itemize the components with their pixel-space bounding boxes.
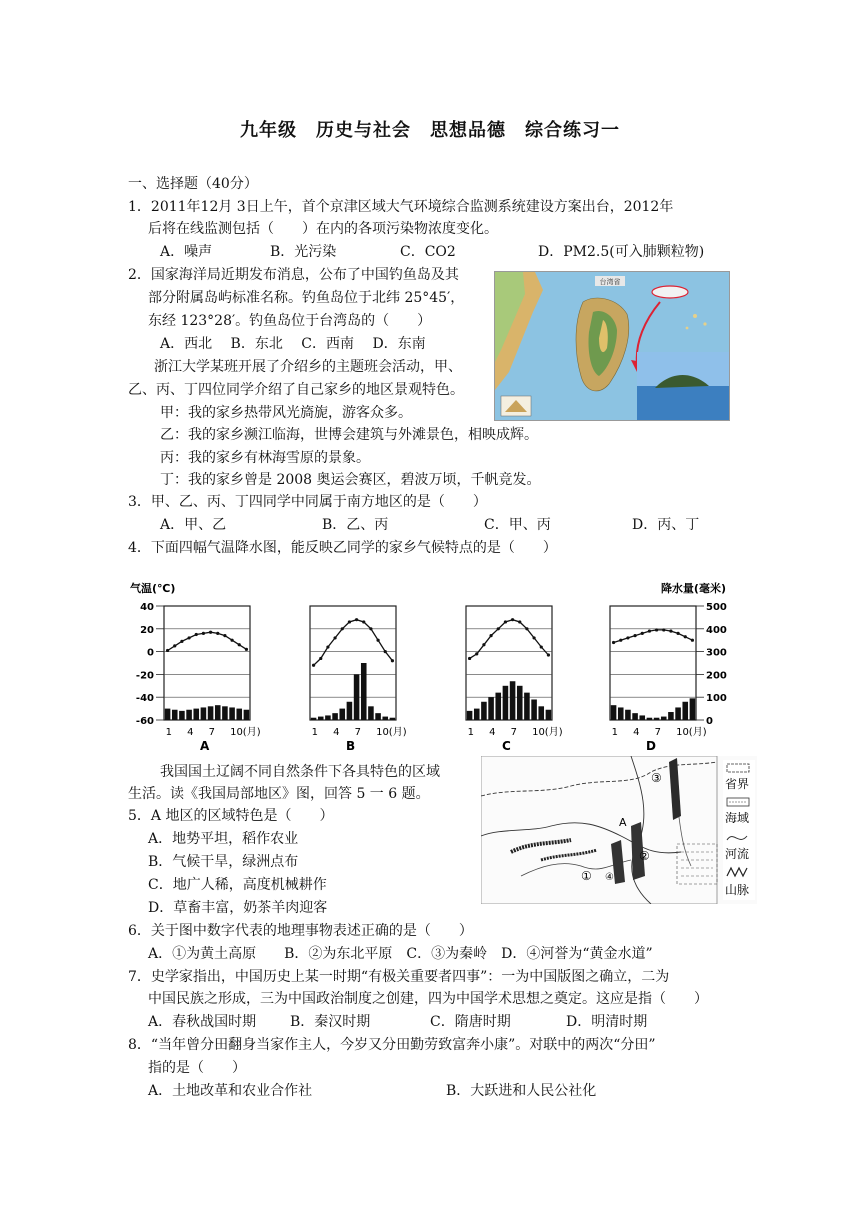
precip-bar <box>503 686 509 720</box>
precip-bar <box>467 711 473 720</box>
temperature-point <box>669 629 672 632</box>
q8-line2: 指的是（ ） <box>148 1060 246 1076</box>
q7-option-b: B．秦汉时期 <box>290 1014 371 1030</box>
precip-bar <box>222 706 228 720</box>
precip-bar <box>647 718 653 720</box>
temperature-point <box>384 650 387 653</box>
map-label-2: ② <box>639 849 650 863</box>
temperature-point <box>348 620 351 623</box>
precip-bar <box>186 710 192 720</box>
precip-bar <box>682 702 688 720</box>
month-tick-label: 7 <box>354 727 361 738</box>
month-tick-label: 4 <box>187 727 194 738</box>
precip-bar <box>375 713 381 720</box>
temperature-point <box>319 657 322 660</box>
q3-option-c: C．甲、丙 <box>484 517 551 533</box>
precip-bar <box>488 697 494 720</box>
temperature-point <box>612 641 615 644</box>
temperature-point <box>468 657 471 660</box>
month-tick-label: 10(月) <box>676 727 707 738</box>
temperature-point <box>369 627 372 630</box>
temperature-point <box>504 620 507 623</box>
q1-option-a: A．噪声 <box>160 244 213 260</box>
precip-bar <box>172 710 178 720</box>
month-tick-label: 1 <box>611 727 618 738</box>
temp-tick-label: 40 <box>140 602 154 613</box>
legend-provincial-border: 省界 <box>725 777 750 791</box>
precip-bar <box>193 709 199 720</box>
precip-tick-label: 100 <box>706 693 727 705</box>
temperature-point <box>391 659 394 662</box>
precip-bar <box>668 712 674 720</box>
month-tick-label: 4 <box>489 727 496 738</box>
temperature-point <box>619 639 622 642</box>
temp-tick-label: -20 <box>135 670 154 682</box>
panel-label: D <box>646 739 656 753</box>
temperature-point <box>641 632 644 635</box>
temperature-point <box>547 653 550 656</box>
precip-bar <box>179 711 185 720</box>
temperature-point <box>326 645 329 648</box>
q2-line1: 2．国家海洋局近期发布消息，公布了中国钓鱼岛及其 <box>128 267 459 283</box>
temperature-point <box>489 634 492 637</box>
month-tick-label: 10(月) <box>532 727 563 738</box>
month-tick-label: 10(月) <box>230 727 261 738</box>
temperature-point <box>626 636 629 639</box>
temperature-point <box>633 634 636 637</box>
temperature-point <box>691 639 694 642</box>
chart-panel-frame <box>466 606 552 720</box>
q5-option-d: D．草畜丰富，奶茶羊肉迎客 <box>148 900 328 916</box>
precip-bar <box>236 709 242 720</box>
temperature-point <box>648 629 651 632</box>
temperature-point <box>341 627 344 630</box>
precip-bar <box>229 707 235 720</box>
temperature-point <box>223 634 226 637</box>
q3-option-b: B．乙、丙 <box>322 517 389 533</box>
map-label-a: A <box>619 816 627 829</box>
precip-bar <box>215 705 221 720</box>
precip-bar <box>325 715 331 720</box>
temperature-point <box>312 664 315 667</box>
precip-bar <box>244 710 250 720</box>
q1-line2: 后将在线监测包括（ ）在内的各项污染物浓度变化。 <box>148 221 498 237</box>
temp-tick-label: 20 <box>140 624 154 636</box>
precip-bar <box>474 709 480 720</box>
intro-yi: 乙：我的家乡濒江临海，世博会建筑与外滩景色，相映成辉。 <box>160 427 538 443</box>
climate-charts <box>128 578 728 753</box>
temperature-point <box>202 632 205 635</box>
precip-tick-label: 0 <box>706 716 713 727</box>
temperature-point <box>362 620 365 623</box>
q5-option-b: B．气候干旱，绿洲点布 <box>148 854 299 870</box>
q3-option-a: A．甲、乙 <box>160 517 227 533</box>
chart-panel-frame <box>310 606 396 720</box>
precip-bar <box>524 693 530 720</box>
q1-option-c: C．CO2 <box>400 244 456 260</box>
temperature-point <box>187 636 190 639</box>
month-tick-label: 7 <box>208 727 215 738</box>
q8-line1: 8．“当年曾分田翻身当家作主人，今岁又分田勤劳致富奔小康”。对联中的两次“分田” <box>128 1037 656 1053</box>
precip-bar <box>517 686 523 720</box>
q7-line2: 中国民族之形成，三为中国政治制度之创建，四为中国学术思想之奠定。这应是指（ ） <box>148 991 708 1007</box>
temp-tick-label: 0 <box>147 647 154 659</box>
intro-jia: 甲：我的家乡热带风光旖旎，游客众多。 <box>160 405 412 421</box>
q7-option-a: A．春秋战国时期 <box>148 1014 257 1030</box>
temp-tick-label: -60 <box>135 716 154 727</box>
month-tick-label: 4 <box>633 727 640 738</box>
month-tick-label: 7 <box>510 727 517 738</box>
temperature-point <box>518 620 521 623</box>
temperature-point <box>540 645 543 648</box>
precip-bar <box>208 706 214 720</box>
precip-bar <box>639 715 645 720</box>
q7-option-c: C．隋唐时期 <box>430 1014 511 1030</box>
month-tick-label: 1 <box>467 727 474 738</box>
intro-line1: 浙江大学某班开展了介绍乡的主题班会活动，甲、 <box>154 359 462 375</box>
map-label-4: ④ <box>605 872 614 883</box>
temp-tick-label: -40 <box>135 693 154 705</box>
precip-bar <box>368 706 374 720</box>
temperature-point <box>376 639 379 642</box>
temperature-point <box>684 635 687 638</box>
temperature-point <box>525 627 528 630</box>
precip-tick-label: 200 <box>706 670 727 682</box>
precip-bar <box>339 709 345 720</box>
panel-label: B <box>346 739 356 753</box>
temperature-point <box>333 636 336 639</box>
precip-bar <box>690 698 696 720</box>
precip-bar <box>632 713 638 720</box>
q2-line3: 东经 123°28′。钓鱼岛位于台湾岛的（ ） <box>148 313 432 329</box>
q7-option-d: D．明清时期 <box>566 1014 648 1030</box>
legend-sea: 海域 <box>725 811 750 825</box>
temperature-point <box>662 628 665 631</box>
precip-bar <box>611 705 617 720</box>
precip-bar <box>481 702 487 720</box>
precip-bar <box>531 699 537 720</box>
precip-bar <box>361 663 367 720</box>
q2-options: A．西北 B．东北 C．西南 D．东南 <box>160 336 426 352</box>
precip-bar <box>625 710 631 720</box>
q3-stem: 3．甲、乙、丙、丁四同学中同属于南方地区的是（ ） <box>128 494 487 510</box>
temperature-point <box>676 632 679 635</box>
temperature-point <box>655 628 658 631</box>
panel-label: C <box>502 739 511 753</box>
month-tick-label: 10(月) <box>376 727 407 738</box>
precip-tick-label: 500 <box>706 602 727 613</box>
q6-options: A．①为黄土高原 B．②为东北平原 C．③为秦岭 D．④河誉为“黄金水道” <box>148 946 653 962</box>
month-tick-label: 4 <box>333 727 340 738</box>
precip-bar <box>390 718 396 720</box>
temperature-point <box>173 644 176 647</box>
precip-bar <box>661 717 667 720</box>
intro-bing: 丙：我的家乡有林海雪原的景象。 <box>160 450 370 466</box>
precip-bar <box>546 710 552 720</box>
intro-ding: 丁：我的家乡曾是 2008 奥运会赛区，碧波万顷，千帆竞发。 <box>160 472 541 488</box>
precip-bar <box>654 718 660 720</box>
temperature-point <box>511 618 514 621</box>
temperature-point <box>209 631 212 634</box>
q1-option-d: D．PM2.5(可入肺颗粒物) <box>538 244 705 260</box>
precip-axis-label: 降水量(毫米) <box>660 582 726 595</box>
temperature-point <box>238 643 241 646</box>
q7-line1: 7．史学家指出，中国历史上某一时期“有极关重要者四事”：一为中国版图之确立，二为 <box>128 969 670 985</box>
q1-line1: 1．2011年12月 3日上午，首个京津区域大气环境综合监测系统建设方案出台，2012年 <box>128 199 674 215</box>
temperature-point <box>482 643 485 646</box>
temperature-point <box>180 640 183 643</box>
temperature-point <box>216 632 219 635</box>
q56-intro-line2: 生活。读《我国局部地区》图，回答 5 一 6 题。 <box>128 786 430 802</box>
precip-tick-label: 300 <box>706 647 727 659</box>
map-label-3: ③ <box>651 771 662 785</box>
precip-bar <box>165 709 171 720</box>
q3-option-d: D．丙、丁 <box>632 517 700 533</box>
temperature-point <box>230 639 233 642</box>
q5-stem: 5．A 地区的区域特色是（ ） <box>128 808 334 824</box>
month-tick-label: 7 <box>654 727 661 738</box>
temperature-point <box>497 627 500 630</box>
precip-bar <box>618 707 624 720</box>
month-tick-label: 1 <box>311 727 318 738</box>
legend-river: 河流 <box>725 847 750 861</box>
precip-bar <box>201 707 207 720</box>
region-map-figure <box>481 756 757 904</box>
temperature-point <box>532 636 535 639</box>
precip-bar <box>311 718 317 720</box>
precip-bar <box>675 707 681 720</box>
precip-bar <box>382 717 388 720</box>
precip-tick-label: 400 <box>706 624 727 636</box>
precip-bar <box>332 713 338 720</box>
taiwan-map-figure <box>494 271 730 421</box>
precip-bar <box>318 717 324 720</box>
q56-intro-line1: 我国国土辽阔不同自然条件下各具特色的区域 <box>160 764 440 780</box>
precip-bar <box>347 702 353 720</box>
precip-bar <box>354 674 360 720</box>
map-title-label: 台湾省 <box>599 278 621 286</box>
temperature-point <box>355 618 358 621</box>
map-label-1: ① <box>581 869 592 883</box>
intro-line2: 乙、丙、丁四位同学介绍了自己家乡的地区景观特色。 <box>128 382 464 398</box>
month-tick-label: 1 <box>165 727 172 738</box>
legend-mountain: 山脉 <box>725 883 750 897</box>
chart-panel-frame <box>164 606 250 720</box>
q5-option-c: C．地广人稀，高度机械耕作 <box>148 877 327 893</box>
precip-bar <box>510 681 516 720</box>
temperature-point <box>245 648 248 651</box>
precip-bar <box>495 693 501 720</box>
q1-option-b: B．光污染 <box>270 244 337 260</box>
temp-axis-label: 气温(℃) <box>130 582 176 595</box>
precip-bar <box>538 706 544 720</box>
page-title: 九年级 历史与社会 思想品德 综合练习一 <box>240 120 620 141</box>
climate-charts-svg <box>128 578 728 753</box>
q5-option-a: A．地势平坦，稻作农业 <box>148 831 299 847</box>
temperature-point <box>166 649 169 652</box>
panel-label: A <box>200 739 210 753</box>
q6-stem: 6．关于图中数字代表的地理事物表述正确的是（ ） <box>128 923 473 939</box>
q8-option-b: B．大跃进和人民公社化 <box>446 1083 597 1099</box>
section-heading: 一、选择题（40分） <box>128 176 258 192</box>
q2-line2: 部分附属岛屿标准名称。钓鱼岛位于北纬 25°45′， <box>148 290 465 306</box>
q4-stem: 4．下面四幅气温降水图，能反映乙同学的家乡气候特点的是（ ） <box>128 540 557 556</box>
temperature-point <box>195 633 198 636</box>
q8-option-a: A．土地改革和农业合作社 <box>148 1083 313 1099</box>
temperature-point <box>475 652 478 655</box>
